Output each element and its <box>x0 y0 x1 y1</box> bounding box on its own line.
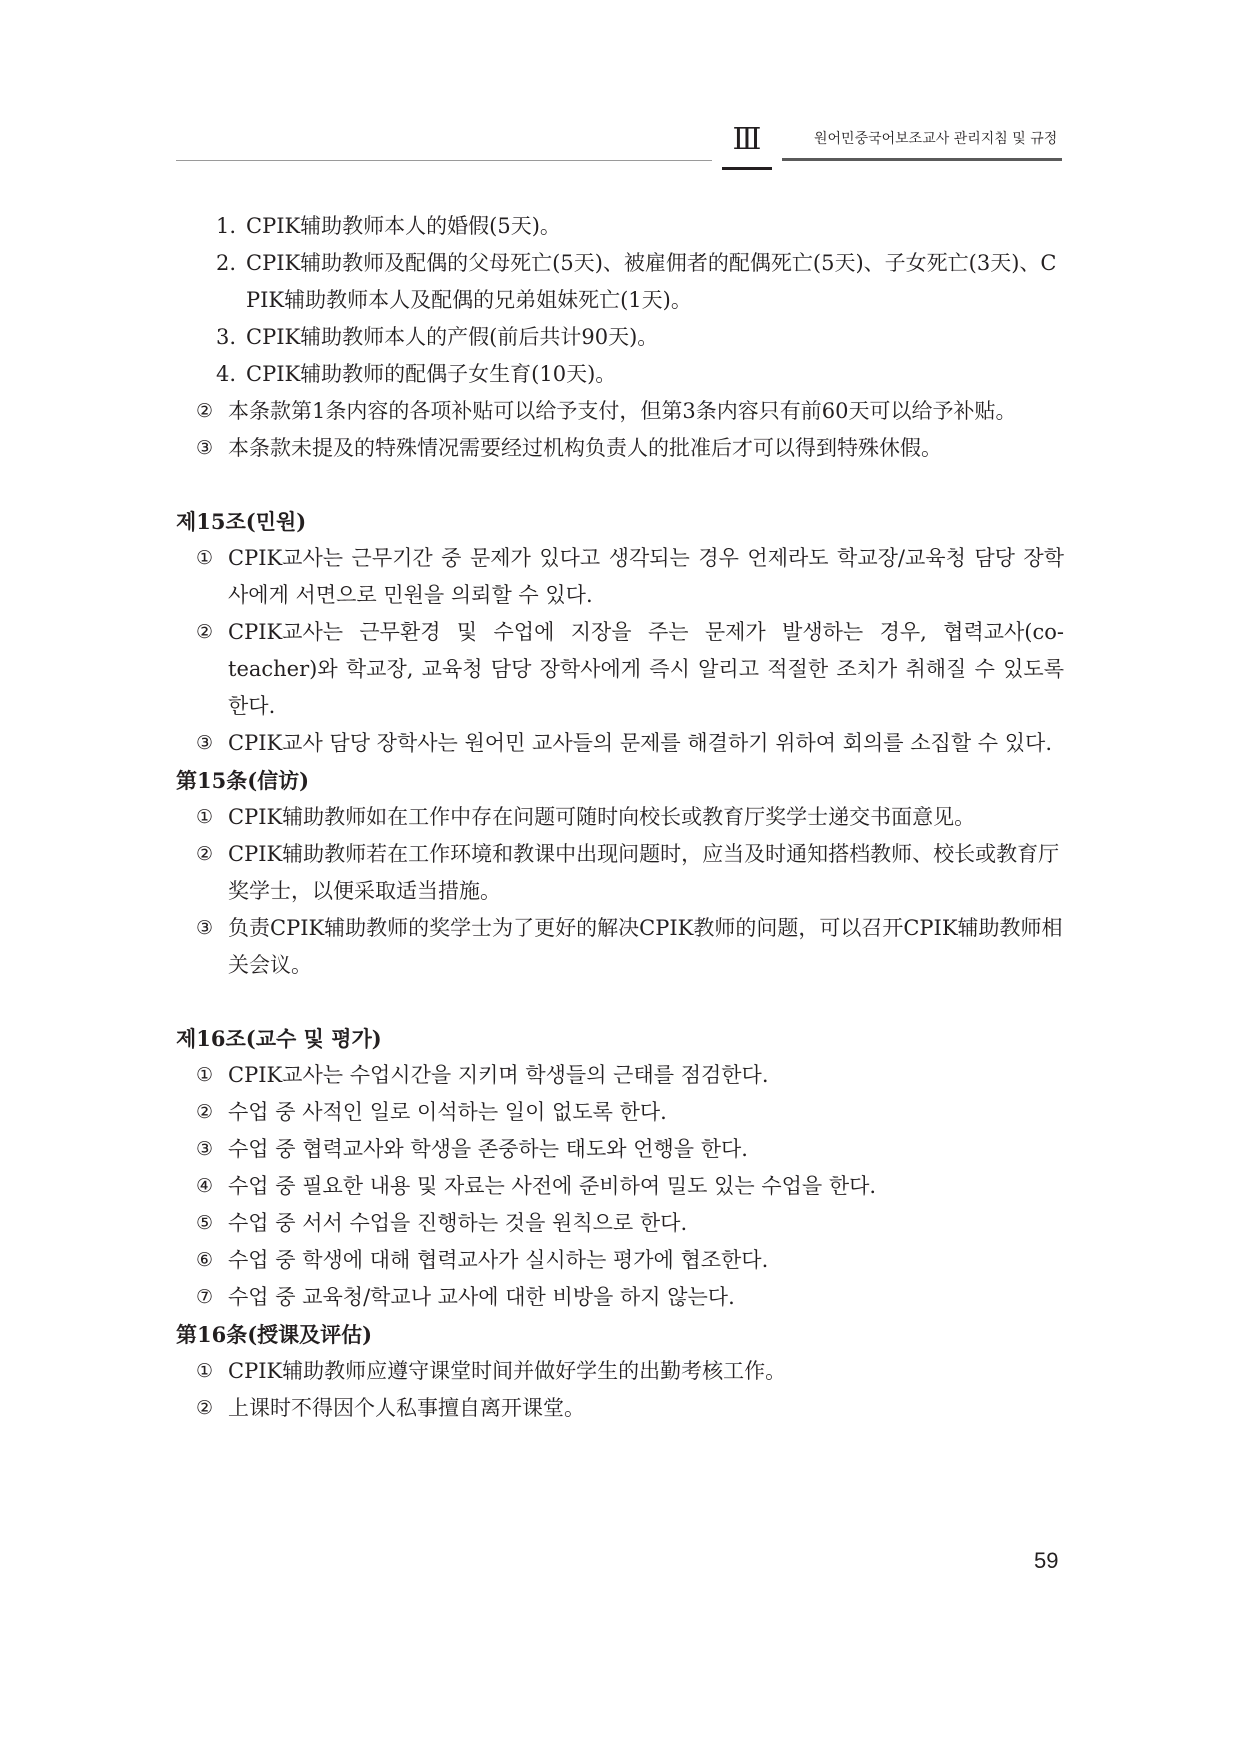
clause-item <box>176 1168 1064 1205</box>
clause-number: ② <box>196 400 214 422</box>
list-item <box>176 208 1064 245</box>
clause-text: 本条款未提及的特殊情况需要经过机构负责人的批准后才可以得到特殊休假。 <box>228 436 942 460</box>
clause-item <box>176 836 1064 910</box>
clause-item <box>176 799 1064 836</box>
clause-number: ⑥ <box>196 1249 214 1271</box>
clause-number: ③ <box>196 732 214 754</box>
running-header-title: 원어민중국어보조교사 관리지침 및 규정 <box>814 131 1058 147</box>
clause-text: CPIK교사는 근무환경 및 수업에 지장을 주는 문제가 발생하는 경우, 협력교사(co-teacher)와 학교장, 교육청 담당 장학사에게 즉시 알리고 적절한 조치가 취해질 수 있도록 한다. <box>228 620 1064 718</box>
clause-text: CPIK辅助教师如在工作中存在问题可随时向校长或教育厅奖学士递交书面意见。 <box>228 805 976 829</box>
clause-number: ② <box>196 1397 214 1419</box>
header-rule <box>176 160 712 161</box>
clause-text: 수업 중 서서 수업을 진행하는 것을 원칙으로 한다. <box>228 1211 688 1235</box>
clause-item <box>176 1279 1064 1316</box>
clause-text: 수업 중 교육청/학교나 교사에 대한 비방을 하지 않는다. <box>228 1285 735 1309</box>
clause-text: CPIK교사 담당 장학사는 원어민 교사들의 문제를 해결하기 위하여 회의를 소집할 수 있다. <box>228 731 1053 755</box>
clause-item <box>176 614 1064 725</box>
clause-text: 수업 중 사적인 일로 이석하는 일이 없도록 한다. <box>228 1100 667 1124</box>
article-heading: 제16조(교수 및 평가) <box>176 1026 382 1051</box>
clause-number: ② <box>196 843 214 865</box>
item-number: 2. <box>216 251 237 275</box>
clause-item <box>176 540 1064 614</box>
clause-item <box>176 393 1064 430</box>
clause-number: ⑦ <box>196 1286 214 1308</box>
article-heading: 제15조(민원) <box>176 509 307 534</box>
clause-number: ① <box>196 806 214 828</box>
clause-text: 上课时不得因个人私事擅自离开课堂。 <box>228 1396 585 1420</box>
chapter-marker <box>722 118 772 162</box>
clause-item <box>176 1205 1064 1242</box>
clause-number: ⑤ <box>196 1212 214 1234</box>
clause-text: 本条款第1条内容的各项补贴可以给予支付，但第3条内容只有前60天可以给予补贴。 <box>228 399 1017 423</box>
clause-number: ① <box>196 1064 214 1086</box>
item-number: 1. <box>216 214 237 238</box>
clause-number: ① <box>196 547 214 569</box>
clause-item <box>176 725 1064 762</box>
clause-number: ③ <box>196 1138 214 1160</box>
clause-number: ② <box>196 621 214 643</box>
clause-text: 수업 중 협력교사와 학생을 존중하는 태도와 언행을 한다. <box>228 1137 748 1161</box>
clause-item <box>176 1131 1064 1168</box>
section-gap <box>176 984 1064 1012</box>
clause-text: CPIK교사는 근무기간 중 문제가 있다고 생각되는 경우 언제라도 학교장/교육청 담당 장학사에게 서면으로 민원을 의뢰할 수 있다. <box>228 546 1064 607</box>
clause-item <box>176 1094 1064 1131</box>
chapter-underline <box>722 167 772 170</box>
clause-text: CPIK辅助教师若在工作环境和教课中出现问题时，应当及时通知搭档教师、校长或教育厅奖学士，以便采取适当措施。 <box>228 842 1060 903</box>
clause-text: 负责CPIK辅助教师的奖学士为了更好的解决CPIK教师的问题，可以召开CPIK辅助教师相关会议。 <box>228 916 1063 977</box>
list-item <box>176 319 1064 356</box>
clause-item <box>176 430 1064 467</box>
header-rule-right <box>782 158 1062 161</box>
clause-number: ① <box>196 1360 214 1382</box>
clause-number: ③ <box>196 437 214 459</box>
article-heading: 第16条(授课及评估) <box>176 1322 373 1347</box>
item-text: CPIK辅助教师本人的婚假(5天)。 <box>246 214 561 238</box>
item-number: 4. <box>216 362 237 386</box>
clause-text: CPIK辅助教师应遵守课堂时间并做好学生的出勤考核工作。 <box>228 1359 787 1383</box>
clause-item <box>176 1242 1064 1279</box>
page-content <box>176 208 1064 1427</box>
section-gap <box>176 467 1064 495</box>
item-number: 3. <box>216 325 237 349</box>
clause-text: 수업 중 학생에 대해 협력교사가 실시하는 평가에 협조한다. <box>228 1248 769 1272</box>
item-text: CPIK辅助教师及配偶的父母死亡(5天)、被雇佣者的配偶死亡(5天)、子女死亡(3天)、CPIK辅助教师本人及配偶的兄弟姐妹死亡(1天)。 <box>246 251 1057 312</box>
clause-number: ② <box>196 1101 214 1123</box>
chapter-number: Ⅲ <box>732 122 762 157</box>
clause-item <box>176 1390 1064 1427</box>
list-item <box>176 245 1064 319</box>
clause-item <box>176 910 1064 984</box>
clause-text: 수업 중 필요한 내용 및 자료는 사전에 준비하여 밀도 있는 수업을 한다. <box>228 1174 877 1198</box>
item-text: CPIK辅助教师本人的产假(前后共计90天)。 <box>246 325 659 349</box>
clause-number: ④ <box>196 1175 214 1197</box>
item-text: CPIK辅助教师的配偶子女生育(10天)。 <box>246 362 617 386</box>
article-heading: 第15条(信访) <box>176 768 310 793</box>
clause-text: CPIK교사는 수업시간을 지키며 학생들의 근태를 점검한다. <box>228 1063 769 1087</box>
list-item <box>176 356 1064 393</box>
clause-item <box>176 1057 1064 1094</box>
page-number: 59 <box>1034 1548 1059 1573</box>
clause-number: ③ <box>196 917 214 939</box>
clause-item <box>176 1353 1064 1390</box>
